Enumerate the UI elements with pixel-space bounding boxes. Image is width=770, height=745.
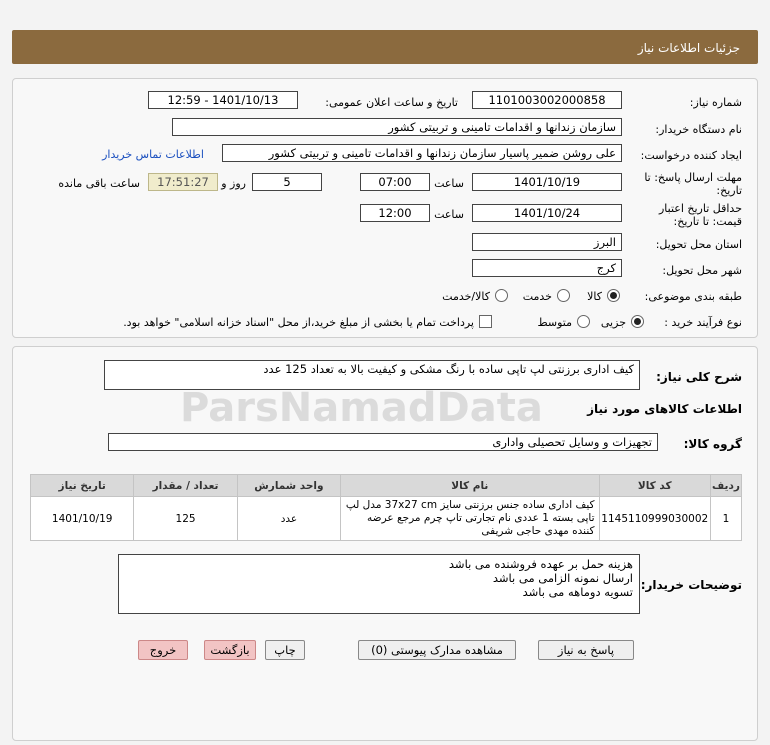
category-label: طبقه بندی موضوعی: bbox=[644, 290, 742, 303]
goods-group-label: گروه کالا: bbox=[683, 437, 742, 451]
deadline-label-date: تاریخ: bbox=[716, 184, 742, 197]
buyer-note-line: هزینه حمل بر عهده فروشنده می باشد bbox=[448, 557, 633, 571]
back-button[interactable]: بازگشت bbox=[204, 640, 256, 660]
category-service-label: خدمت bbox=[522, 290, 552, 303]
need-number-label: شماره نیاز: bbox=[689, 96, 742, 109]
col-qty: تعداد / مقدار bbox=[134, 475, 237, 497]
col-unit: واحد شمارش bbox=[237, 475, 340, 497]
cell-code: 1145110999030002 bbox=[599, 497, 711, 541]
creator-field[interactable]: علی روشن ضمیر پاسیار سازمان زندانها و اقدامات تامینی و تربیتی کشور bbox=[222, 144, 622, 162]
deadline-date-field[interactable]: 1401/10/19 bbox=[472, 173, 622, 191]
process-minor-label: جزیی bbox=[600, 316, 626, 329]
announce-label: تاریخ و ساعت اعلان عمومی: bbox=[325, 96, 458, 109]
col-code: کد کالا bbox=[599, 475, 711, 497]
category-service-radio[interactable] bbox=[557, 289, 570, 302]
table-row[interactable] bbox=[31, 497, 742, 541]
validity-time-field[interactable]: 12:00 bbox=[360, 204, 430, 222]
summary-label: شرح کلی نیاز: bbox=[656, 370, 742, 384]
treasury-payment-checkbox[interactable] bbox=[479, 315, 492, 328]
col-date: تاریخ نیاز bbox=[31, 475, 134, 497]
province-field[interactable]: البرز bbox=[472, 233, 622, 251]
city-label: شهر محل تحویل: bbox=[662, 264, 742, 277]
page-title: جزئیات اطلاعات نیاز bbox=[637, 41, 740, 55]
category-both-label: کالا/خدمت bbox=[442, 290, 490, 303]
remaining-time-field: 17:51:27 bbox=[148, 173, 218, 191]
goods-table bbox=[30, 474, 742, 541]
treasury-payment-label: پرداخت تمام یا بخشی از مبلغ خرید،از محل "اسناد خزانه اسلامی" خواهد بود. bbox=[123, 316, 474, 329]
buyer-note-line: ارسال نمونه الزامی می باشد bbox=[492, 571, 633, 585]
page-header bbox=[12, 30, 758, 64]
attachments-button[interactable]: مشاهده مدارک پیوستی (0) bbox=[358, 640, 516, 660]
cell-name: کیف اداری ساده جنس برزنتی سایز 37x27 cm مدل لپ تاپی بسته 1 عددی نام تجارتی تاپ چرم مرجع عرضه کننده مهدی حاجی شریفی bbox=[341, 497, 599, 541]
buyer-notes-field[interactable] bbox=[118, 554, 640, 614]
city-field[interactable]: کرج bbox=[472, 259, 622, 277]
watermark-logo: ParsNamadData bbox=[180, 385, 543, 431]
creator-label: ایجاد کننده درخواست: bbox=[640, 149, 742, 162]
buyer-note-line: تسویه دوماهه می باشد bbox=[522, 585, 633, 599]
remaining-label: ساعت باقی مانده bbox=[58, 177, 140, 190]
days-remaining-field[interactable]: 5 bbox=[252, 173, 322, 191]
buyer-contact-link[interactable]: اطلاعات تماس خریدار bbox=[102, 148, 204, 161]
days-label: روز و bbox=[221, 177, 246, 190]
col-name: نام کالا bbox=[341, 475, 599, 497]
col-row: ردیف bbox=[711, 475, 742, 497]
print-button[interactable]: چاپ bbox=[265, 640, 305, 660]
buyer-label: نام دستگاه خریدار: bbox=[655, 123, 742, 136]
announce-field[interactable]: 1401/10/13 - 12:59 bbox=[148, 91, 298, 109]
need-number-field[interactable]: 1101003002000858 bbox=[472, 91, 622, 109]
cell-unit: عدد bbox=[237, 497, 340, 541]
cell-qty: 125 bbox=[134, 497, 237, 541]
buyer-field[interactable]: سازمان زندانها و اقدامات تامینی و تربیتی کشور bbox=[172, 118, 622, 136]
validity-date-field[interactable]: 1401/10/24 bbox=[472, 204, 622, 222]
goods-section-title: اطلاعات کالاهای مورد نیاز bbox=[587, 402, 742, 416]
process-medium-label: متوسط bbox=[537, 316, 572, 329]
summary-field[interactable]: کیف اداری برزنتی لپ تاپی ساده با رنگ مشکی و کیفیت بالا به تعداد 125 عدد bbox=[104, 360, 640, 390]
deadline-time-field[interactable]: 07:00 bbox=[360, 173, 430, 191]
process-minor-radio[interactable] bbox=[631, 315, 644, 328]
deadline-time-label: ساعت bbox=[434, 177, 464, 190]
province-label: استان محل تحویل: bbox=[655, 238, 742, 251]
cell-date: 1401/10/19 bbox=[31, 497, 134, 541]
goods-group-field[interactable]: تجهیزات و وسایل تحصیلی واداری bbox=[108, 433, 658, 451]
validity-time-label: ساعت bbox=[434, 208, 464, 221]
buyer-notes-label: توضیحات خریدار: bbox=[640, 578, 742, 592]
category-both-radio[interactable] bbox=[495, 289, 508, 302]
validity-label-date: قیمت: تا تاریخ: bbox=[673, 215, 742, 228]
goods-table-header bbox=[31, 475, 742, 497]
process-medium-radio[interactable] bbox=[577, 315, 590, 328]
category-goods-label: کالا bbox=[587, 290, 602, 303]
deadline-label: مهلت ارسال پاسخ: تا bbox=[644, 171, 742, 184]
process-label: نوع فرآیند خرید : bbox=[664, 316, 742, 329]
validity-label: حداقل تاریخ اعتبار bbox=[658, 202, 742, 215]
exit-button[interactable]: خروج bbox=[138, 640, 188, 660]
cell-row: 1 bbox=[711, 497, 742, 541]
category-goods-radio[interactable] bbox=[607, 289, 620, 302]
reply-button[interactable]: پاسخ به نیاز bbox=[538, 640, 634, 660]
